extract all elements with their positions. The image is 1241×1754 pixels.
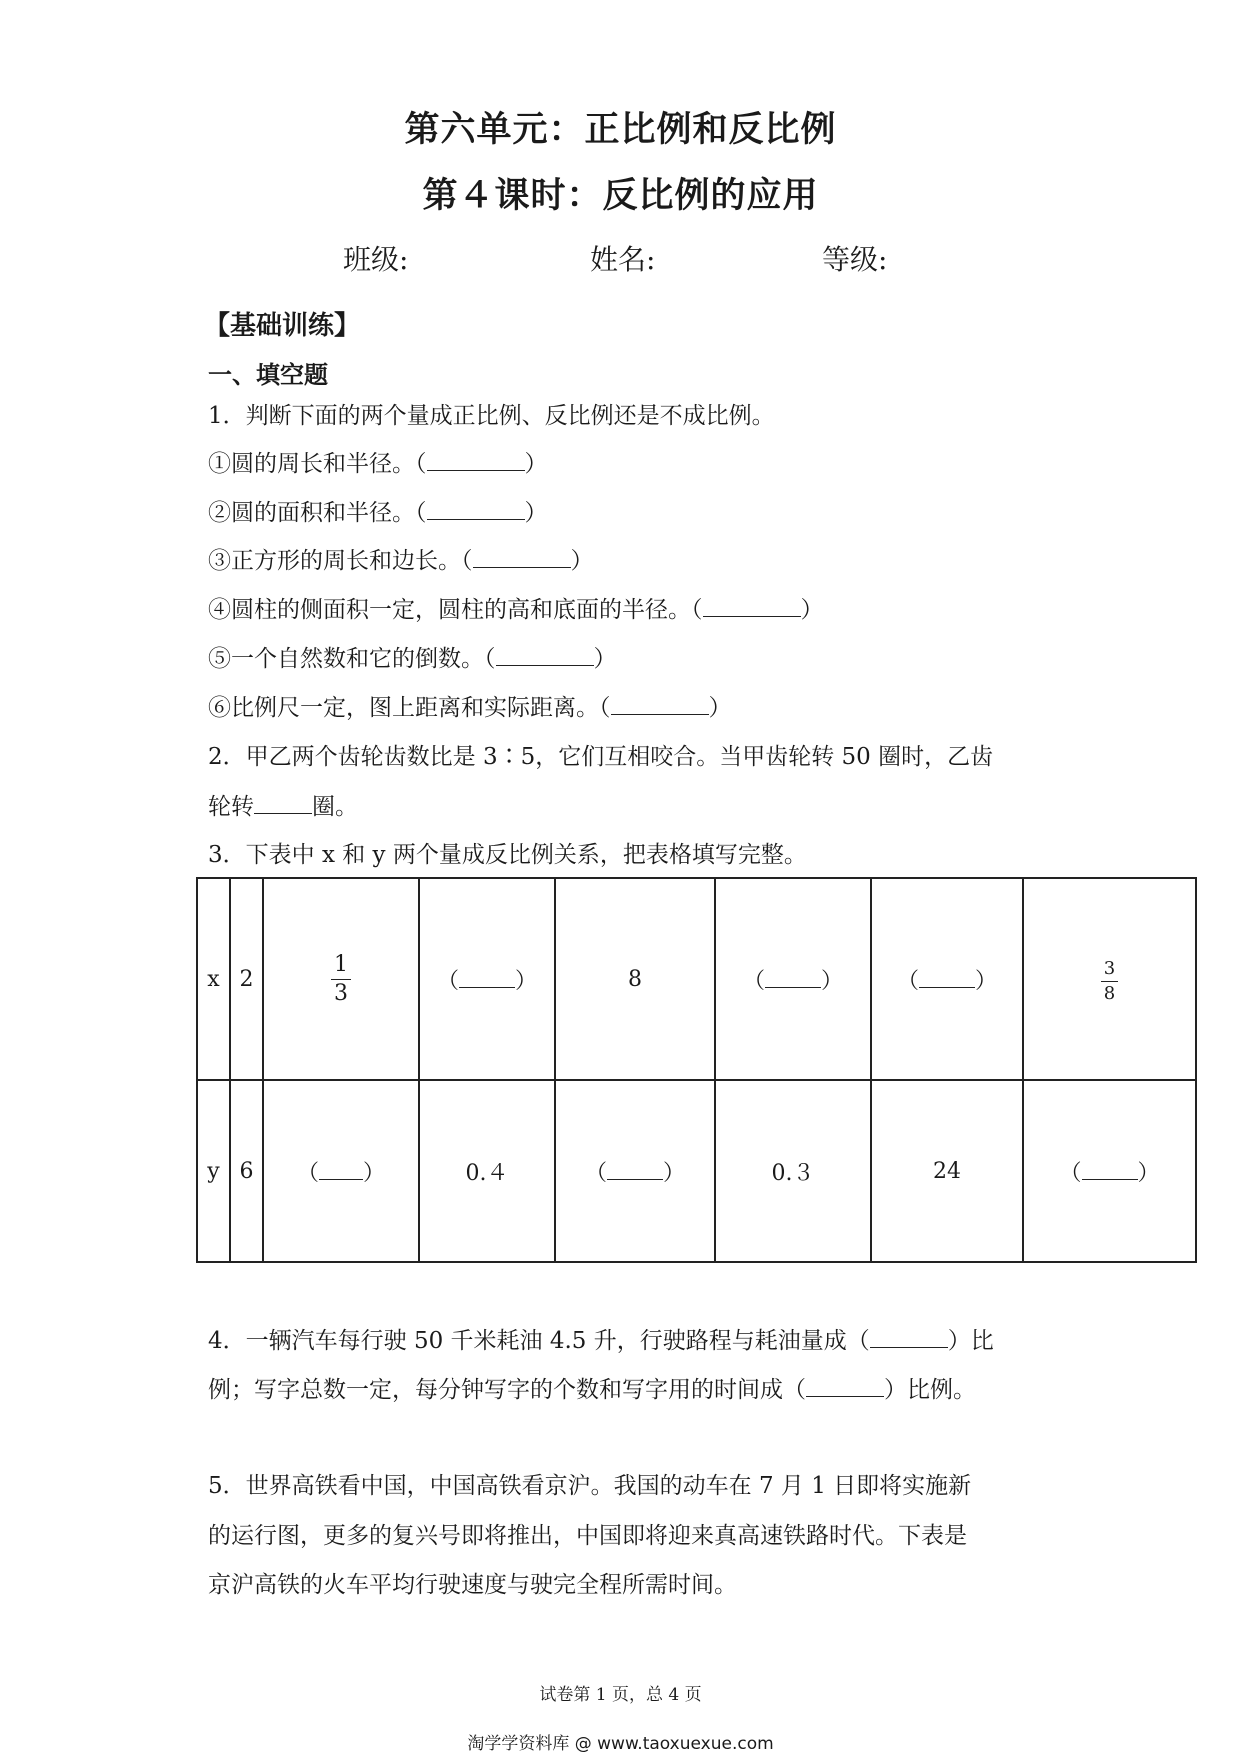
- q4-text-a: 4．一辆汽车每行驶 50 千米耗油 4.5 升，行驶路程与耗油量成（: [208, 1328, 870, 1354]
- answer-blank[interactable]: [1082, 1178, 1138, 1180]
- answer-blank[interactable]: [473, 566, 571, 568]
- q5-line-1: 5．世界高铁看中国，中国高铁看京沪。我国的动车在 7 月 1 日即将实施新: [208, 1473, 972, 1499]
- paren-close: ）: [363, 1160, 386, 1186]
- q4-text-d: ）比例。: [884, 1377, 976, 1403]
- watermark: 淘学学资料库 @ www.taoxuexue.com: [467, 1734, 774, 1754]
- paren-close: ）: [975, 968, 998, 994]
- page-title: 第六单元：正比例和反比例: [404, 109, 837, 150]
- page-footer: 试卷第 1 页，总 4 页: [539, 1685, 702, 1705]
- q1-item-3: [208, 542, 594, 575]
- paren-open: （: [436, 968, 459, 994]
- paren-open: （: [896, 968, 919, 994]
- q1-item-text: ④圆柱的侧面积一定，圆柱的高和底面的半径。（: [208, 597, 703, 623]
- answer-blank[interactable]: [427, 469, 525, 471]
- paren-close: ）: [515, 968, 538, 994]
- fraction-bar: [1101, 981, 1118, 982]
- cell-x-6: [871, 878, 1023, 1080]
- row-label-y: y: [197, 1080, 230, 1262]
- q2-text-a: 轮转: [208, 794, 254, 820]
- paren-close: ）: [524, 451, 548, 477]
- cell-y-2: [263, 1080, 419, 1262]
- q2-line-2: [208, 788, 358, 821]
- q5-line-2: 的运行图，更多的复兴号即将推出，中国即将迎来真高速铁路时代。下表是: [208, 1523, 967, 1549]
- paren-open: （: [584, 1160, 607, 1186]
- name-label: 姓名:: [590, 243, 656, 276]
- cell-y-7: [1023, 1080, 1196, 1262]
- cell-x-5: [715, 878, 871, 1080]
- answer-blank[interactable]: [765, 986, 821, 988]
- answer-blank[interactable]: [254, 812, 312, 814]
- cell-x-4: 8: [555, 878, 715, 1080]
- answer-blank[interactable]: [919, 986, 975, 988]
- q1-item-text: ③正方形的周长和边长。（: [208, 548, 473, 574]
- paren-close: ）: [570, 548, 594, 574]
- section-fill-blank: 一、填空题: [208, 360, 328, 389]
- q2-line-1: 2．甲乙两个齿轮齿数比是 3∶5，它们互相咬合。当甲齿轮转 50 圈时，乙齿: [208, 744, 994, 770]
- cell-x-7: [1023, 878, 1196, 1080]
- paren-close: ）: [1137, 1160, 1160, 1186]
- table-row-x: [197, 878, 1196, 1080]
- cell-x-1: 2: [230, 878, 263, 1080]
- cell-y-3: 0.４: [419, 1080, 555, 1262]
- q2-text-b: 圈。: [312, 794, 358, 820]
- cell-x-3: [419, 878, 555, 1080]
- q5-line-3: 京沪高铁的火车平均行驶速度与驶完全程所需时间。: [208, 1572, 737, 1598]
- section-basic-training: 【基础训练】: [204, 311, 361, 341]
- fraction-numerator: 1: [334, 951, 348, 977]
- answer-blank[interactable]: [427, 518, 525, 520]
- q1-item-1: [208, 445, 548, 478]
- cell-y-1: 6: [230, 1080, 263, 1262]
- fraction-one-third: [331, 953, 351, 1006]
- q1-stem: 1．判断下面的两个量成正比例、反比例还是不成比例。: [208, 403, 775, 429]
- answer-blank[interactable]: [806, 1395, 884, 1397]
- answer-blank[interactable]: [319, 1178, 363, 1180]
- q4-line-2: [208, 1371, 976, 1404]
- q1-item-5: [208, 640, 617, 673]
- paren-close: ）: [708, 695, 732, 721]
- q1-item-2: [208, 494, 548, 527]
- q4-text-c: 例；写字总数一定，每分钟写字的个数和写字用的时间成（: [208, 1377, 806, 1403]
- answer-blank[interactable]: [870, 1346, 948, 1348]
- inverse-proportion-table: [196, 877, 1197, 1263]
- answer-blank[interactable]: [496, 664, 594, 666]
- paren-close: ）: [800, 597, 824, 623]
- q1-item-text: ②圆的面积和半径。（: [208, 500, 427, 526]
- paren-close: ）: [663, 1160, 686, 1186]
- class-label: 班级:: [343, 243, 409, 276]
- paren-close: ）: [593, 646, 617, 672]
- fraction-denominator: 8: [1103, 982, 1116, 1004]
- q4-line-1: [208, 1322, 994, 1355]
- q1-item-4: [208, 591, 824, 624]
- answer-blank[interactable]: [459, 986, 515, 988]
- fraction-denominator: 3: [334, 981, 348, 1006]
- table-row-y: [197, 1080, 1196, 1262]
- answer-blank[interactable]: [703, 615, 801, 617]
- fraction-numerator: 3: [1103, 957, 1116, 979]
- grade-label: 等级:: [822, 243, 888, 276]
- cell-y-4: [555, 1080, 715, 1262]
- answer-blank[interactable]: [607, 1178, 663, 1180]
- answer-blank[interactable]: [611, 713, 709, 715]
- fraction-three-eighths: [1101, 959, 1118, 1004]
- q1-item-text: ⑥比例尺一定，图上距离和实际距离。（: [208, 695, 611, 721]
- row-label-x: x: [197, 878, 230, 1080]
- cell-y-5: 0.３: [715, 1080, 871, 1262]
- paren-close: ）: [524, 500, 548, 526]
- fraction-bar: [331, 979, 351, 980]
- q3-stem: 3．下表中 x 和 y 两个量成反比例关系，把表格填写完整。: [208, 842, 807, 868]
- lesson-subtitle: 第４课时：反比例的应用: [422, 175, 819, 216]
- cell-y-6: 24: [871, 1080, 1023, 1262]
- q1-item-6: [208, 689, 732, 722]
- paren-open: （: [296, 1160, 319, 1186]
- paren-close: ）: [821, 968, 844, 994]
- paren-open: （: [1059, 1160, 1082, 1186]
- q1-item-text: ①圆的周长和半径。（: [208, 451, 427, 477]
- cell-x-2: [263, 878, 419, 1080]
- q4-text-b: ）比: [947, 1328, 994, 1354]
- q1-item-text: ⑤一个自然数和它的倒数。（: [208, 646, 496, 672]
- paren-open: （: [742, 968, 765, 994]
